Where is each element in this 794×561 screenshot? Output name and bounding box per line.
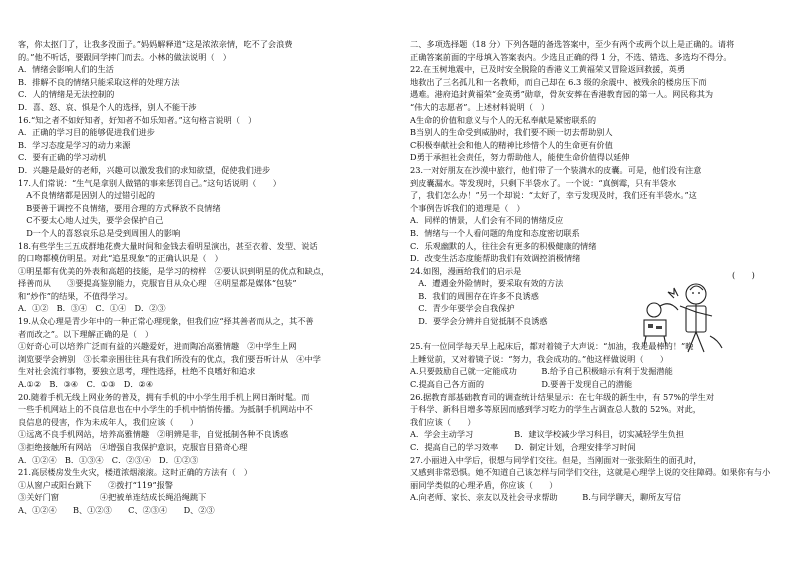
right-line: 上睡觉前，又对着镜子说：“努力，我会成功的。”他这样做说明（ ） [410,353,669,364]
right-line: 地救出了三名孤儿和一名教师，而自己却在 6.3 级的余震中、被残余的楼房压下而 [410,76,707,87]
right-line: 26.据教育部基础教育司的调查统计结果显示：在七年级的新生中，有 57%的学生对 [410,391,715,402]
right-line: 23.一对好朋友在沙漠中旅行，他们带了一个装满水的皮囊。可是，他们没有注意 [410,164,702,175]
left-line: A不良情绪都是因别人的过错引起的 [18,190,155,201]
right-line: B．情绪与一个人看问题的角度和态度密切联系 [410,227,580,238]
left-line: 和“炒作”的结果，不值得学习。 [18,290,133,301]
left-column [18,38,390,517]
left-line: A．情绪会影响人们的生活 [18,64,114,75]
right-line: 遇难。港府追封黄福荣“金英勇”勋章，骨灰安葬在香港教育园的第一人。网民称其为 [410,89,714,100]
left-line: 的。”他不听话，要跟同学摔门而去。小林的做法说明（ ） [18,51,231,62]
right-line: 到皮囊漏水。等发现时，只剩下半袋水了。一个说：“真倒霉，只有半袋水 [410,177,677,188]
right-line: 个事例告诉我们的道理是（ ） [410,202,525,213]
right-line: A.向老师、家长、亲友以及社会寻求帮助 B.与同学聊天，聊所友写信 [410,492,681,503]
left-line: C不要太心地人过失，要学会保护自己 [18,215,164,226]
left-line: D一个人的喜怒哀乐总是受到周围人的影响 [18,227,181,238]
right-line: “伟大的志愿者”。上述材料说明（ ） [410,101,550,112]
right-line: 二、多项选择题（18 分）下列各题的备选答案中，至少有两个或两个以上是正确的。请将 [410,39,735,49]
right-line: C积极奉献社会和他人的精神比珍惜个人的生命更有价值 [410,139,613,150]
left-line: B．学习态度是学习的动力来源 [18,139,131,150]
left-line: 一些手机网站上的不良信息也在中小学生的手机中悄悄传播。为抵制手机网站中不 [18,404,313,415]
left-line: ③拒绝接触所有网站 ④增强自我保护意识，克服盲目猎奇心理 [18,442,248,452]
left-line: ①远离不良手机网站，培养高雅情趣 ②明辨是非，自觉抵制各种不良诱惑 [18,429,289,440]
right-line: A．学会主动学习 B．建议学校减少学习科目，切实减轻学生负担 [410,429,684,440]
left-line: 20.随着手机无线上网业务的普及，拥有手机的中小学生用手机上网日渐时髦。而 [18,391,310,402]
right-line: A．遭遇金外险情时，要采取有效的方法 [410,278,564,289]
left-line: 18.有些学生三五成群地花费大量时间和金钱去看明星演出，甚至衣着、发型、说话 [18,240,318,251]
left-line: ③关好门窗 ④把被单连结成长绳沿绳跳下 [18,492,207,503]
right-line: C．乐观幽默的人，往往会有更多的积极健康的情绪 [410,240,597,251]
left-line: 择善而从 ③要提高鉴别能力，克服盲目从众心理 ④明星都是媒体“包装” [18,278,297,289]
right-line: C.提高自己各方面的 D.要善于发现自己的潜能 [410,379,633,390]
right-line: 24.如图，漫画给我们的启示是 [410,265,522,276]
left-line: 17.人们常说：“生气是拿别人做错的事来惩罚自己。”这句话说明（ ） [18,177,281,188]
right-line: A．同样的情景，人们会有不同的情绪反应 [410,215,564,226]
cartoon-box [644,320,666,336]
left-line: 客，你太抠门了，让我多没面子。”妈妈解释道“这是浓浓亲情，吃不了会浪费 [18,39,293,49]
left-line: A．正确的学习目的能够促进我们进步 [18,127,155,138]
left-line: 良信息的侵害，作为未成年人，我们应该（ ） [18,416,199,427]
right-line: D．改变生活态度能帮助我们有效调控消极情绪 [410,253,581,264]
cartoon-hand-stop [668,288,678,298]
cartoon-boy-body [688,304,704,352]
right-line: 了，我们怎么办！”另一个却说：“太好了，幸亏发现及时，我们还有半袋水。”这 [410,190,697,201]
right-line: 25.有一位同学每天早上起床后，都对着镜子大声说：“加油，我是最棒的！”晚 [410,341,694,352]
left-line: A.①② B．③④ C．①③ D．②④ [18,379,154,390]
left-line: A．①② B．③④ C．①④ D．②③ [18,303,166,314]
left-line: ①好奇心可以培养广泛而有益的兴趣爱好，进而陶冶高雅情趣 ②中学生上网 [18,341,297,352]
right-line: C．青少年要学会自我保护 [410,303,515,314]
cartoon-boy-head [686,284,706,304]
cartoon-arm-left [660,304,678,310]
right-line: 又感到非常恐惧。她不知道自己该怎样与同学们交往，这就是心理学上说的交往障碍。如果你有与小 [410,467,771,478]
left-line: ①明星都有优美的外表和高超的技能，是学习的榜样 ②要认识到明星的优点和缺点， [18,265,330,276]
left-line: 19.从众心理是青少年中的一种正常心理现象，但我们应“择其善者而从之，其不善 [18,316,314,327]
right-line: B当别人的生命受到威胁时，我们要不顾一切去帮助别人 [410,127,613,138]
left-line: 者而改之”。以下理解正确的是（ ） [18,328,154,339]
cartoon-box-legs [644,336,666,346]
left-line: A、①②④ B、①②③ C、②③④ D、②③ [18,504,215,515]
answer-paren: ( ) [732,270,755,280]
right-column [410,38,782,504]
right-line: D．要学会分辨并自觉抵制不良诱惑 [410,316,548,327]
right-line: B．我们的周围存在许多不良诱惑 [410,290,539,301]
right-line: 我们应该（ ） [410,416,476,427]
right-line: D勇于承担社会责任，努力帮助他人，能使生命价值得以延伸 [410,152,630,163]
left-line: A．①②④ B．①③④ C．②③④ D．①②③ [18,454,199,465]
left-line: D．喜、怒、哀、惧是个人的选择，别人不能干涉 [18,101,197,112]
left-line: B要善于调控不良情绪，要用合理的方式释放不良情绪 [18,202,221,213]
right-line: 22.在玉树地震中，已及时安全脱险的香港义工黄福荣又冒险返回救援，英勇 [410,64,686,75]
left-line: 浏览要学会辨别 ③长辈亲围往往具有我们所没有的优点，我们要吾听计从 ④中学 [18,353,321,364]
left-line: C．人的情绪是无法控制的 [18,89,115,100]
left-line: C．要有正确的学习动机 [18,152,107,163]
right-line: C．提高自己的学习效率 D．制定计划，合理安排学习时间 [410,442,636,452]
right-line: 正确答案前面的字母填入答案表内。少选且正确的得 1 分，不选、错选、多选均不得分。 [410,51,732,62]
right-line: A.只要鼓励自己就一定能成功 B.给予自己积极暗示有利于发掘潜能 [410,366,673,377]
left-line: 生对社会流行事物，要独立思考，理性选择，杜绝不良嗜好和追求 [18,366,256,377]
right-line [410,328,638,341]
left-line: B．排解不良的情绪只能采取这样的处理方法 [18,76,180,87]
left-line: D．兴趣是最好的老师，兴趣可以激发我们的求知欲望，促使我们进步 [18,164,271,175]
left-line: 16.“知之者不如好知者，好知者不如乐知者。”这句格言说明（ ） [18,114,257,125]
cartoon-illustration [640,276,728,354]
left-line: 的口吻都模仿明星。对此“追星现象”的正确认识是（ ） [18,253,223,264]
right-line: 于科学、新科目增多等原因而感到学习吃力的学生占调查总人数的 52%。对此， [410,404,701,415]
right-line: 丽同学类似的心理矛盾，你应该（ ） [410,479,558,490]
left-line: ①从窗户或阳台跳下 ②拨打“119”报警 [18,479,173,490]
left-line: 21.高层楼房发生火灾，楼道浓烟滚滚。这时正确的方法有（ ） [18,467,253,478]
right-line: 27.小丽进入中学后，很想与同学们交往。但是，当刚面对一张张陌生的面孔时， [410,454,702,465]
cartoon-left-head [647,303,661,317]
right-line: A生命的价值和意义与个人的无私奉献是紧密联系的 [410,114,597,125]
